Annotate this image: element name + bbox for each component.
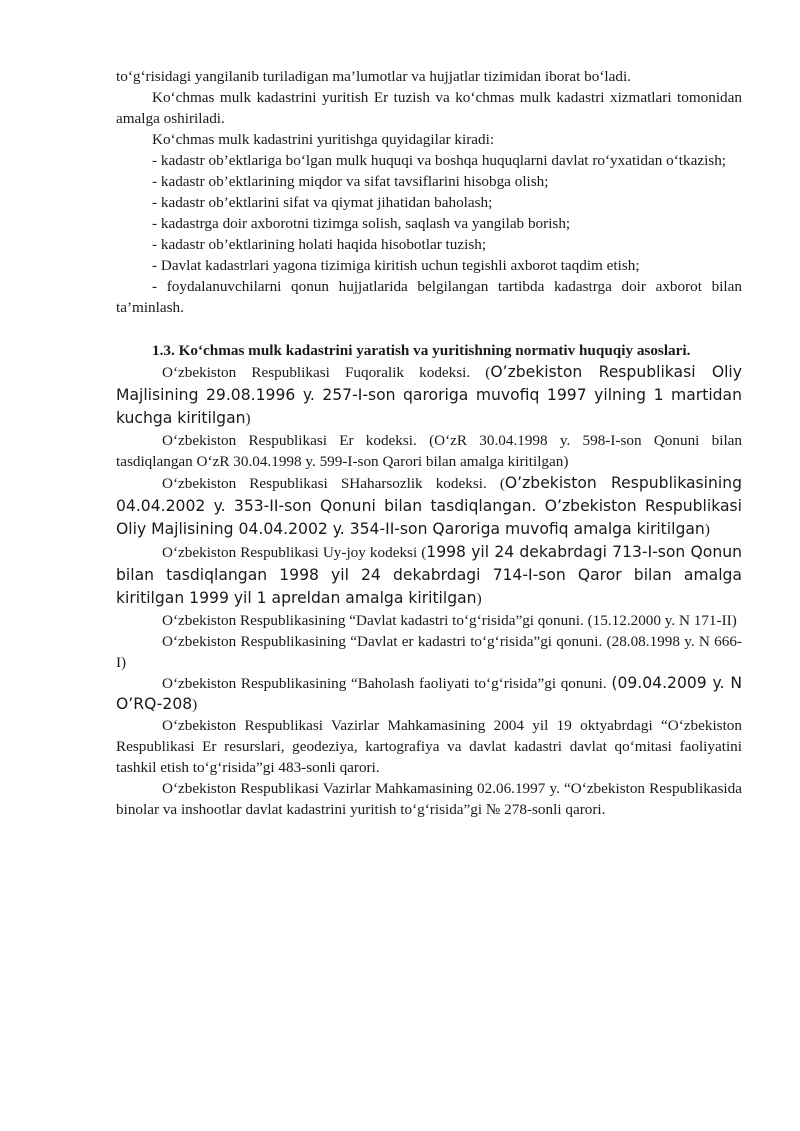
section-heading: 1.3. Ko‘chmas mulk kadastrini yaratish va yuritishning normativ huquqiy asoslari. [152, 342, 691, 359]
section-spacer [116, 318, 742, 340]
reference-civil-code-close: ) [245, 410, 251, 427]
reference-urban-code [116, 472, 742, 541]
list-item: - kadastr ob’ektlarining miqdor va sifat tavsiflarini hisobga olish; [152, 173, 549, 190]
paragraph-intro-continuation: to‘g‘risidagi yangilanib turiladigan ma’lumotlar va hujjatlar tizimidan iborat bo‘ladi. [116, 68, 631, 85]
list-item: - kadastr ob’ektlariga bo‘lgan mulk huquqi va boshqa huquqlarni davlat ro‘yxatidan o‘tkazish; [152, 152, 727, 169]
reference-land-code: O‘zbekiston Respublikasi Er kodeksi. (O‘zR 30.04.1998 y. 598-I-son Qonuni bilan tasdiqlangan O‘zR 30.04.1998 y. 599-I-son Qarori bilan amalga kiritilgan) [116, 432, 742, 470]
reference-law-land-cadastre: O‘zbekiston Respublikasining “Davlat er kadastri to‘g‘risida”gi qonuni. (28.08.1998 y. N 666-I) [116, 633, 742, 671]
reference-law-valuation-close: ) [192, 696, 198, 713]
paragraph-cadastre-includes: Ko‘chmas mulk kadastrini yuritishga quyidagilar kiradi: [152, 131, 495, 148]
list-item: - kadastrga doir axborotni tizimga solish, saqlash va yangilab borish; [152, 215, 571, 232]
paragraph-cadastre-services: Ko‘chmas mulk kadastrini yuritish Er tuzish va ko‘chmas mulk kadastri xizmatlari tomonidan amalga oshiriladi. [116, 89, 742, 127]
reference-urban-code-detail: O’zbekiston Respublikasining 04.04.2002 y. 353-II-son Qonuni bilan tasdiqlangan. O’zbekiston Respublikasi Oliy Majlisining 04.04.2002 y. 354-II-son Qaroriga muvofiq amalga kiritilgan [116, 474, 742, 538]
list-item: - Davlat kadastrlari yagona tizimiga kiritish uchun tegishli axborot taqdim etish; [152, 257, 640, 274]
reference-civil-code-detail: O’zbekiston Respublikasi Oliy Majlisining 29.08.1996 y. 257-I-son qaroriga muvofiq 1997 yilning 1 martidan kuchga kiritilgan [116, 363, 742, 427]
reference-law-valuation-detail: (09.04.2009 y. N O’RQ-208 [116, 674, 742, 713]
reference-law-valuation-title: O‘zbekiston Respublikasining “Baholash faoliyati to‘g‘risida”gi qonuni. [162, 675, 612, 692]
reference-cabinet-1997: O‘zbekiston Respublikasi Vazirlar Mahkamasining 02.06.1997 y. “O‘zbekiston Respublikasida binolar va inshootlar davlat kadastrini yuritish to‘g‘risida”gi № 278-sonli qarori. [116, 780, 742, 818]
list-item: - kadastr ob’ektlarini sifat va qiymat jihatidan baholash; [152, 194, 493, 211]
reference-law-valuation [116, 673, 742, 715]
list-item: - kadastr ob’ektlarining holati haqida hisobotlar tuzish; [152, 236, 487, 253]
document-page [116, 66, 742, 820]
list-item: - foydalanuvchilarni qonun hujjatlarida belgilangan tartibda kadastrga doir axborot bilan ta’minlash. [116, 278, 742, 316]
reference-housing-code [116, 541, 742, 610]
reference-law-state-cadastre: O‘zbekiston Respublikasining “Davlat kadastri to‘g‘risida”gi qonuni. (15.12.2000 y. N 171-II) [162, 612, 737, 629]
reference-housing-code-close: ) [476, 590, 482, 607]
reference-civil-code-title: O‘zbekiston Respublikasi Fuqoralik kodeksi. ( [162, 364, 491, 381]
reference-urban-code-title: O‘zbekiston Respublikasi SHaharsozlik kodeksi. ( [162, 475, 505, 492]
reference-civil-code [116, 361, 742, 430]
reference-urban-code-close: ) [704, 521, 710, 538]
reference-cabinet-2004: O‘zbekiston Respublikasi Vazirlar Mahkamasining 2004 yil 19 oktyabrdagi “O‘zbekiston Respublikasi Er resurslari, geodeziya, kartografiya va davlat kadastri davlat qo‘mitasi faoliyatini tashkil etish to‘g‘risida”gi 483-sonli qarori. [116, 717, 742, 776]
reference-housing-code-detail: 1998 yil 24 dekabrdagi 713-I-son Qonun bilan tasdiqlangan 1998 yil 24 dekabrdagi 714-I-son Qaror bilan amalga kiritilgan 1999 yil 1 apreldan amalga kiritilgan [116, 543, 742, 607]
reference-housing-code-title: O‘zbekiston Respublikasi Uy-joy kodeksi ( [162, 544, 427, 561]
